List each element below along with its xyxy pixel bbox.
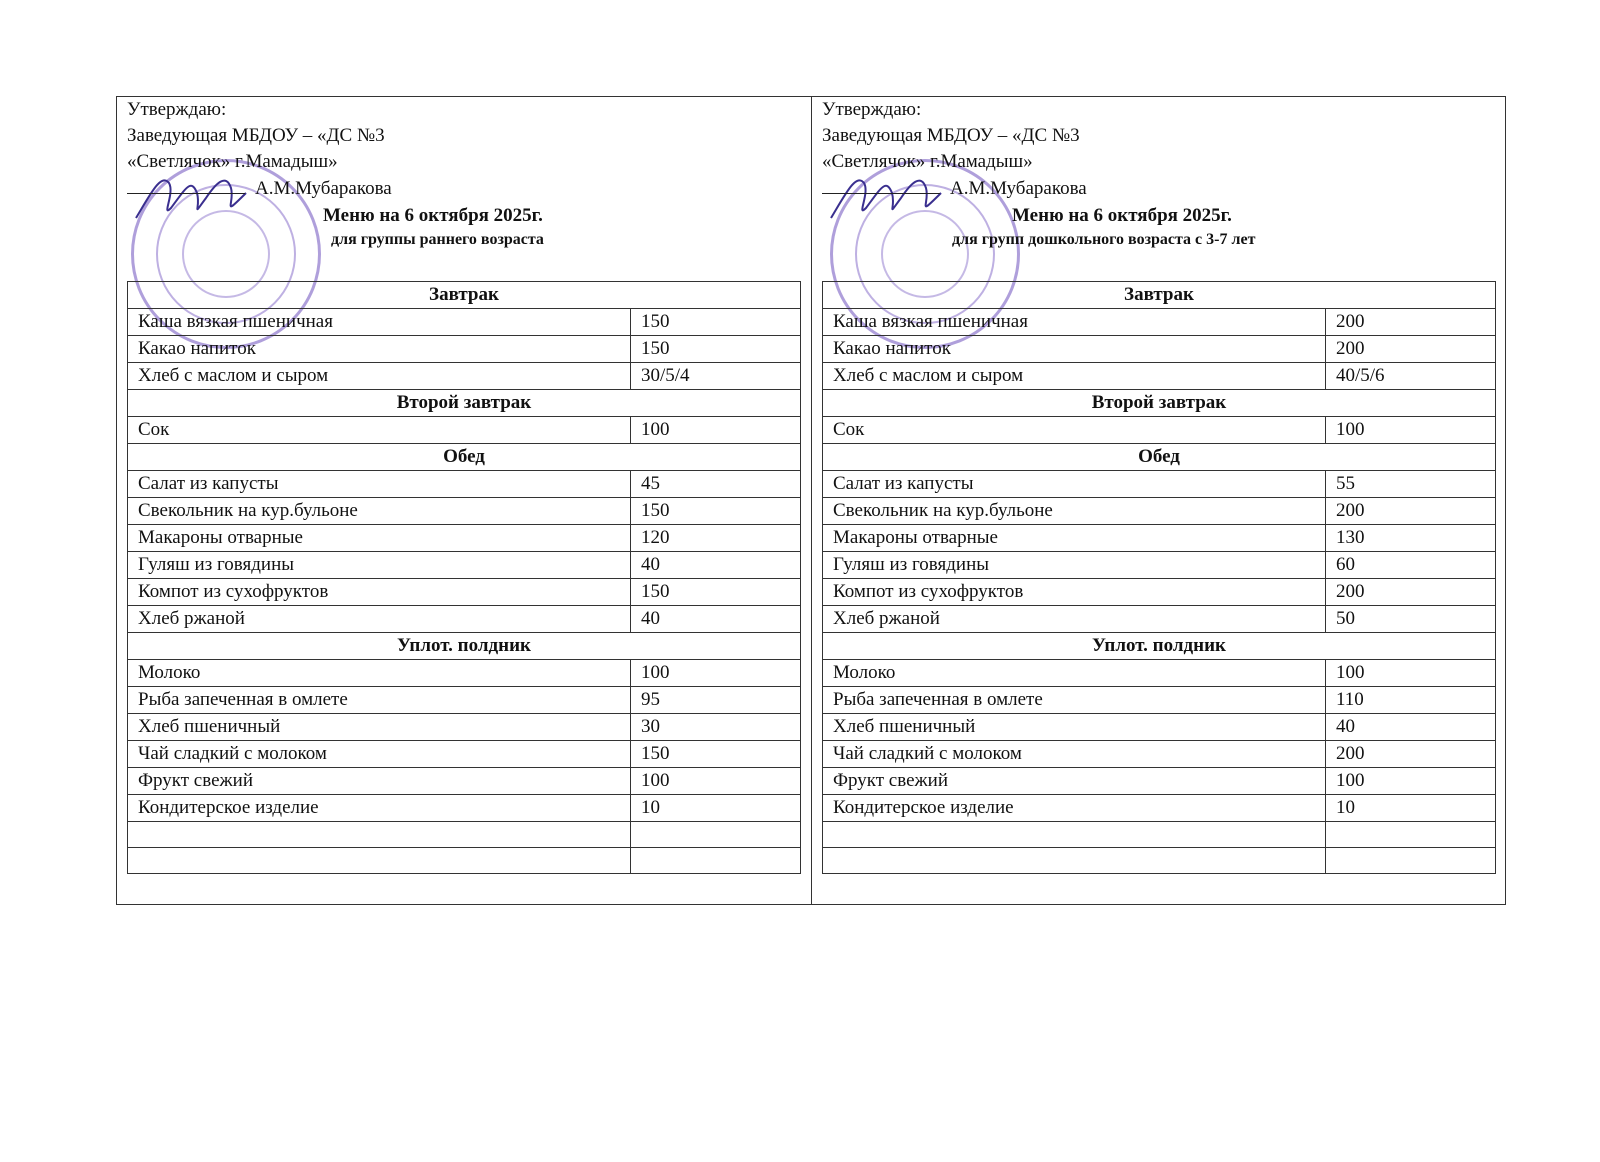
table-row — [823, 336, 1496, 363]
dish-name: Хлеб с маслом и сыром — [823, 363, 1326, 390]
approve-name: А.М.Мубаракова — [950, 178, 1087, 199]
dish-quantity: 10 — [631, 795, 801, 822]
approval-block — [822, 97, 1087, 202]
dish-quantity — [1326, 822, 1496, 848]
dish-quantity: 200 — [1326, 309, 1496, 336]
dish-name: Хлеб пшеничный — [128, 714, 631, 741]
dish-name: Каша вязкая пшеничная — [823, 309, 1326, 336]
section-heading: Второй завтрак — [823, 390, 1496, 417]
dish-quantity: 200 — [1326, 579, 1496, 606]
approve-name: А.М.Мубаракова — [255, 178, 392, 199]
dish-quantity: 40 — [631, 552, 801, 579]
menu-table — [822, 281, 1496, 874]
panel-preschool — [812, 97, 1506, 904]
dish-quantity: 10 — [1326, 795, 1496, 822]
dish-quantity: 50 — [1326, 606, 1496, 633]
dish-quantity: 30/5/4 — [631, 363, 801, 390]
table-row — [128, 309, 801, 336]
section-row — [128, 390, 801, 417]
table-row — [128, 768, 801, 795]
approve-institution: «Светлячок» г.Мамадыш» — [822, 151, 1033, 172]
section-heading: Уплот. полдник — [823, 633, 1496, 660]
table-row — [128, 552, 801, 579]
dish-name — [823, 822, 1326, 848]
dish-name: Чай сладкий с молоком — [823, 741, 1326, 768]
signature-line — [822, 175, 940, 194]
group-title: для групп дошкольного возраста с 3-7 лет — [952, 231, 1256, 248]
dish-name: Гуляш из говядины — [128, 552, 631, 579]
section-row — [823, 633, 1496, 660]
table-row — [128, 660, 801, 687]
section-heading: Завтрак — [128, 282, 801, 309]
dish-quantity: 55 — [1326, 471, 1496, 498]
dish-quantity: 60 — [1326, 552, 1496, 579]
dish-name: Хлеб ржаной — [823, 606, 1326, 633]
dish-name — [128, 848, 631, 874]
dish-name: Фрукт свежий — [128, 768, 631, 795]
dish-name: Хлеб пшеничный — [823, 714, 1326, 741]
dish-quantity: 100 — [631, 660, 801, 687]
table-row — [823, 768, 1496, 795]
approve-position: Заведующая МБДОУ – «ДС №3 — [822, 125, 1080, 146]
dish-name: Салат из капусты — [128, 471, 631, 498]
dish-quantity: 150 — [631, 579, 801, 606]
section-heading: Уплот. полдник — [128, 633, 801, 660]
dish-quantity: 200 — [1326, 498, 1496, 525]
table-row — [823, 822, 1496, 848]
table-row — [128, 336, 801, 363]
signature-line — [127, 175, 245, 194]
section-heading: Обед — [128, 444, 801, 471]
menu-title: Меню на 6 октября 2025г. — [323, 205, 543, 226]
dish-quantity: 150 — [631, 309, 801, 336]
section-row — [823, 444, 1496, 471]
group-title: для группы раннего возраста — [331, 231, 544, 248]
section-heading: Второй завтрак — [128, 390, 801, 417]
dish-name: Молоко — [823, 660, 1326, 687]
dish-quantity: 200 — [1326, 336, 1496, 363]
table-row — [128, 848, 801, 874]
dish-name: Фрукт свежий — [823, 768, 1326, 795]
dish-quantity: 100 — [1326, 417, 1496, 444]
dish-name: Салат из капусты — [823, 471, 1326, 498]
section-heading: Обед — [823, 444, 1496, 471]
table-row — [128, 741, 801, 768]
section-row — [128, 633, 801, 660]
dish-quantity: 40 — [1326, 714, 1496, 741]
table-row — [128, 606, 801, 633]
dish-name: Чай сладкий с молоком — [128, 741, 631, 768]
table-row — [823, 309, 1496, 336]
dish-quantity: 40/5/6 — [1326, 363, 1496, 390]
table-row — [823, 687, 1496, 714]
dish-name: Гуляш из говядины — [823, 552, 1326, 579]
approve-institution: «Светлячок» г.Мамадыш» — [127, 151, 338, 172]
table-row — [823, 579, 1496, 606]
dish-quantity: 100 — [631, 417, 801, 444]
panel-early-age — [117, 97, 811, 904]
dish-quantity — [631, 822, 801, 848]
table-row — [823, 363, 1496, 390]
table-row — [823, 552, 1496, 579]
table-row — [128, 714, 801, 741]
dish-name: Рыба запеченная в омлете — [823, 687, 1326, 714]
dish-name: Молоко — [128, 660, 631, 687]
table-row — [128, 795, 801, 822]
dish-name: Макароны отварные — [823, 525, 1326, 552]
dish-name: Хлеб ржаной — [128, 606, 631, 633]
table-row — [823, 471, 1496, 498]
table-row — [823, 848, 1496, 874]
table-row — [128, 363, 801, 390]
table-row — [823, 714, 1496, 741]
dish-name: Кондитерское изделие — [823, 795, 1326, 822]
dish-quantity: 120 — [631, 525, 801, 552]
approve-heading: Утверждаю: — [822, 99, 922, 120]
dish-quantity — [1326, 848, 1496, 874]
approval-block — [127, 97, 392, 202]
approve-heading: Утверждаю: — [127, 99, 227, 120]
table-row — [128, 579, 801, 606]
dish-name: Макароны отварные — [128, 525, 631, 552]
dish-quantity: 100 — [1326, 768, 1496, 795]
dish-name: Рыба запеченная в омлете — [128, 687, 631, 714]
dish-quantity: 150 — [631, 741, 801, 768]
dish-quantity: 45 — [631, 471, 801, 498]
dish-quantity: 30 — [631, 714, 801, 741]
section-row — [823, 282, 1496, 309]
dish-name: Хлеб с маслом и сыром — [128, 363, 631, 390]
dish-quantity: 150 — [631, 336, 801, 363]
menu-sheet — [116, 96, 1506, 905]
dish-name: Сок — [823, 417, 1326, 444]
section-row — [128, 444, 801, 471]
table-row — [823, 795, 1496, 822]
table-row — [128, 417, 801, 444]
section-heading: Завтрак — [823, 282, 1496, 309]
dish-quantity: 95 — [631, 687, 801, 714]
dish-quantity: 100 — [631, 768, 801, 795]
dish-name: Какао напиток — [823, 336, 1326, 363]
table-row — [823, 417, 1496, 444]
dish-quantity: 150 — [631, 498, 801, 525]
dish-quantity: 110 — [1326, 687, 1496, 714]
table-row — [128, 498, 801, 525]
table-row — [823, 660, 1496, 687]
dish-name — [128, 822, 631, 848]
dish-name: Какао напиток — [128, 336, 631, 363]
dish-quantity: 130 — [1326, 525, 1496, 552]
section-row — [823, 390, 1496, 417]
table-row — [128, 822, 801, 848]
dish-name: Свекольник на кур.бульоне — [128, 498, 631, 525]
table-row — [128, 471, 801, 498]
dish-name: Компот из сухофруктов — [823, 579, 1326, 606]
dish-name: Кондитерское изделие — [128, 795, 631, 822]
table-row — [823, 525, 1496, 552]
menu-title: Меню на 6 октября 2025г. — [1012, 205, 1232, 226]
table-row — [128, 525, 801, 552]
section-row — [128, 282, 801, 309]
menu-table — [127, 281, 801, 874]
dish-name: Каша вязкая пшеничная — [128, 309, 631, 336]
table-row — [823, 498, 1496, 525]
table-row — [823, 606, 1496, 633]
dish-quantity — [631, 848, 801, 874]
dish-quantity: 200 — [1326, 741, 1496, 768]
dish-name: Свекольник на кур.бульоне — [823, 498, 1326, 525]
table-row — [823, 741, 1496, 768]
approve-position: Заведующая МБДОУ – «ДС №3 — [127, 125, 385, 146]
dish-quantity: 40 — [631, 606, 801, 633]
dish-name: Компот из сухофруктов — [128, 579, 631, 606]
dish-name — [823, 848, 1326, 874]
dish-name: Сок — [128, 417, 631, 444]
dish-quantity: 100 — [1326, 660, 1496, 687]
table-row — [128, 687, 801, 714]
